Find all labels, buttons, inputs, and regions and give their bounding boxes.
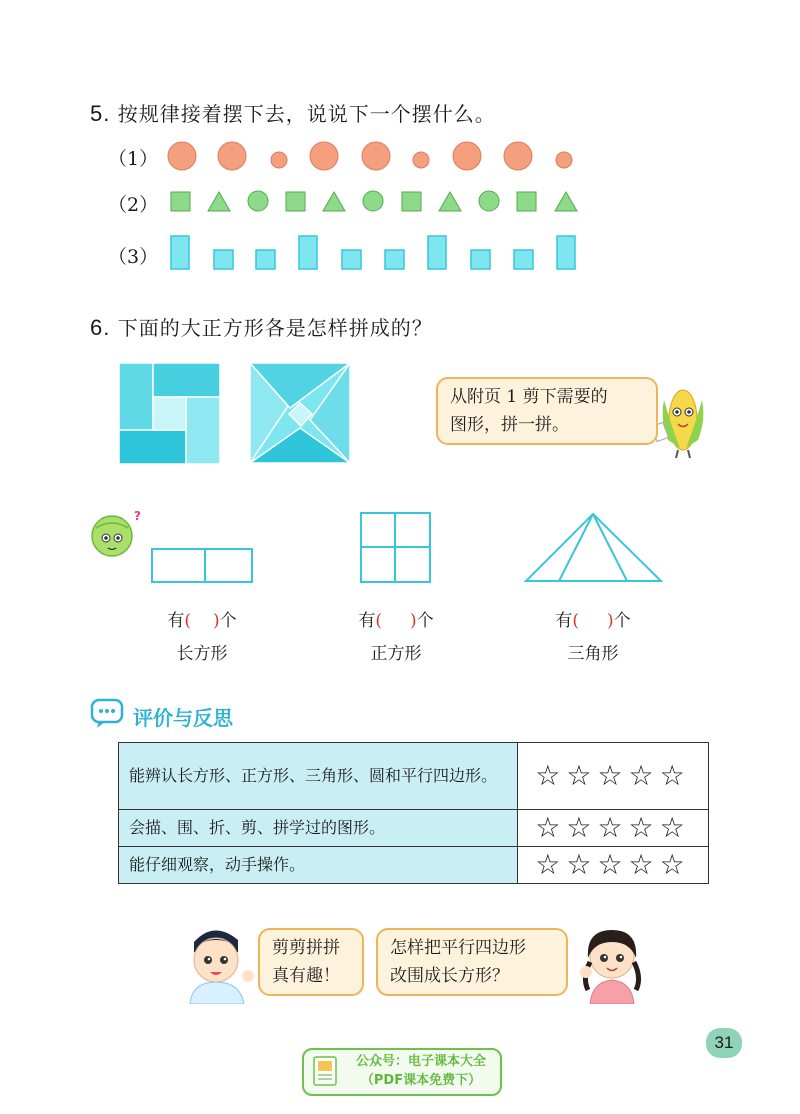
question-number: 5. xyxy=(90,101,111,126)
question-number: 6. xyxy=(90,315,111,340)
girl-speech-bubble xyxy=(376,928,568,996)
chat-bubble-icon xyxy=(89,697,125,729)
count-line: 有( )个 xyxy=(358,611,434,631)
figure-caption-rectangles xyxy=(142,606,262,664)
boy-character-icon xyxy=(170,918,260,1004)
divided-triangle-figure xyxy=(526,514,661,581)
footer-line-1: 公众号：电子课本大全 xyxy=(355,1054,486,1069)
rect-piece-right xyxy=(186,397,220,464)
boy-speech-bubble xyxy=(258,928,364,996)
question-text: 下面的大正方形各是怎样拼成的？ xyxy=(117,316,433,340)
pinwheel-triangles-square xyxy=(250,363,350,463)
four-squares-figure xyxy=(361,513,430,582)
shape-name: 正方形 xyxy=(370,644,422,664)
pattern-row-label-1: （1） xyxy=(108,148,159,170)
count-line: 有( )个 xyxy=(167,611,237,631)
boy-line-1: 剪剪拼拼 xyxy=(272,938,340,958)
criterion-text: 能辨认长方形、正方形、三角形、圆和平行四边形。 xyxy=(119,743,518,810)
corn-mascot-icon xyxy=(652,390,704,458)
pattern-row-label-2: （2） xyxy=(108,194,159,216)
hint-line-1: 从附页 1 剪下需要的 xyxy=(450,387,608,407)
rect-piece-left xyxy=(119,363,153,430)
svg-text:?: ? xyxy=(134,509,141,523)
star-rating[interactable]: ☆☆☆☆☆ xyxy=(518,743,709,810)
figure-caption-triangles xyxy=(533,606,653,664)
rect-piece-bottom xyxy=(119,430,186,464)
pattern-row-label-3: （3） xyxy=(108,246,159,268)
shape-name: 三角形 xyxy=(567,644,619,664)
textbook-icon xyxy=(312,1055,340,1087)
page-number: 31 xyxy=(706,1028,742,1058)
star-rating[interactable]: ☆☆☆☆☆ xyxy=(518,810,709,847)
two-rectangles-figure xyxy=(152,549,252,582)
pinwheel-rectangles-square xyxy=(119,363,220,464)
table-row xyxy=(119,743,709,810)
girl-line-2: 改围成长方形？ xyxy=(390,966,509,986)
count-line: 有( )个 xyxy=(555,611,631,631)
center-square xyxy=(153,397,186,430)
girl-line-1: 怎样把平行四边形 xyxy=(390,938,526,958)
lettuce-mascot-icon xyxy=(92,509,141,556)
table-row xyxy=(119,847,709,884)
shape-name: 长方形 xyxy=(176,644,228,664)
footer-line-2: （PDF课本免费下） xyxy=(360,1073,482,1088)
table-row xyxy=(119,810,709,847)
girl-character-icon xyxy=(572,918,652,1004)
criterion-text: 会描、围、折、剪、拼学过的图形。 xyxy=(119,810,518,847)
boy-line-2: 真有趣！ xyxy=(272,966,340,986)
question-text: 按规律接着摆下去，说说下一个摆什么。 xyxy=(117,102,496,126)
hint-line-2: 图形，拼一拼。 xyxy=(450,415,569,435)
star-rating[interactable]: ☆☆☆☆☆ xyxy=(518,847,709,884)
rect-piece-top xyxy=(153,363,220,397)
criterion-text: 能仔细观察，动手操作。 xyxy=(119,847,518,884)
figure-caption-squares xyxy=(336,606,456,664)
footer-watermark xyxy=(302,1048,502,1096)
evaluation-table xyxy=(118,742,709,884)
hint-speech-bubble xyxy=(436,377,658,445)
evaluation-title: 评价与反思 xyxy=(133,706,233,730)
